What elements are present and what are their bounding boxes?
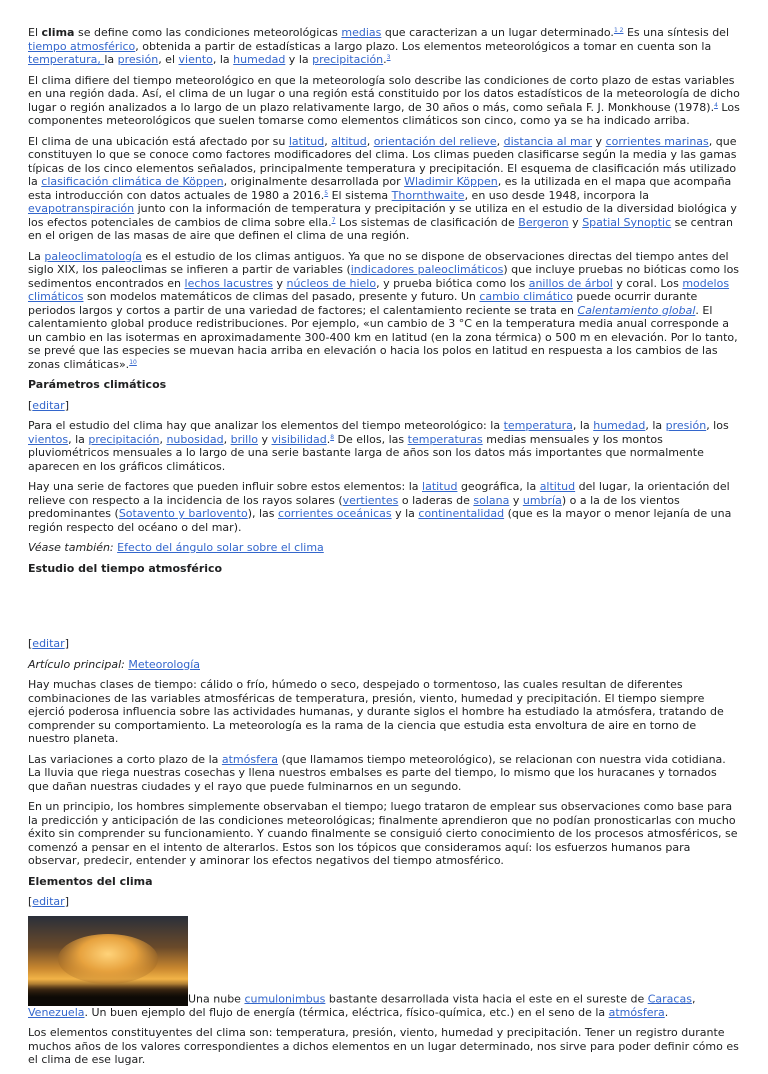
link-brillo[interactable]: brillo (230, 432, 258, 446)
text: . (326, 432, 331, 446)
tiempo-paragraph-1: Hay muchas clases de tiempo: cálido o frío, húmedo o seco, despejado o tormentoso, las cuales resultan de diferentes combinaciones de las variables atmosféricas de temperatura, presión, viento, humedad y precipitación. El tiempo siempre ejerció poderosa influencia sobre las actividades humanas, y durante siglos el hombre ha estudiado la atmósfera, tratando de comprender su comportamiento. La meteorología es la rama de la ciencia que estudia esta envoltura de aire en torno de nuestro planeta. (28, 678, 724, 745)
text: y la (391, 507, 419, 520)
link-humedad[interactable]: humedad (233, 53, 286, 66)
ref-4[interactable]: 4 (714, 101, 718, 109)
text: , (223, 432, 231, 446)
text: . (383, 53, 387, 66)
link-meteorologia[interactable]: Meteorología (128, 657, 200, 671)
link-visibilidad[interactable]: visibilidad (271, 432, 327, 446)
caption-text: . (664, 1005, 669, 1019)
text: la (104, 53, 118, 66)
text: El clima de una ubicación está afectado por su (28, 134, 289, 148)
link-vertientes[interactable]: vertientes (342, 493, 399, 507)
text: Los componentes meteorológicos que suelen tomarse como elementos climáticos son cinco, como ya se ha indicado arriba. (28, 100, 740, 127)
text: , el (158, 53, 179, 66)
text: son modelos matemáticos de climas del pasado, presente y futuro. Un (83, 290, 480, 303)
text: , originalmente desarrollada por (223, 175, 405, 188)
text: , (324, 134, 332, 148)
link-modelos-climaticos[interactable]: modelos climáticos (28, 276, 730, 303)
link-clasificacion-koppen[interactable]: clasificación climática de Köppen (41, 175, 224, 188)
text: y (272, 276, 287, 290)
text: . El calentamiento global produce redistribuciones. Por ejemplo, «un cambio de 3 °C en la temperatura media anual corresponde a un cambio en las isotermas en aproximadamente 300-400 km en latitud (en la zona térmica) o 500 m en elevación. Por lo tanto, se prevé que las especies se muevan hacia arriba en elevación o hacia los polos en latitud en respuesta a los cambios de las zonas climáticas». (28, 303, 738, 371)
caption-text: . Un buen ejemplo del flujo de energía (térmica, eléctrica, físico-química, etc.) en el seno de la (84, 1005, 609, 1019)
link-vientos[interactable]: vientos (28, 432, 69, 446)
text: , (691, 992, 696, 1005)
text: , que constituyen lo que se conoce como factores modificadores del clima. Los climas pueden clasificarse según la media y las gamas típicas de los cinco elementos señalados, principalmente temperatura y precipitación. El esquema de clasificación más utilizado la (28, 134, 737, 188)
link-presion-2[interactable]: presión (665, 419, 707, 432)
ref-5[interactable]: 5 (324, 189, 329, 197)
text: puede ocurrir durante periodos largos y cortos a partir de una variedad de factores; el calentamiento reciente se trata en (28, 290, 698, 317)
text: del lugar, la orientación del relieve con respecto a la incidencia de los rayos solares ( (28, 480, 730, 507)
text: , la (645, 419, 666, 432)
edit-section-parametros: [editar] (28, 398, 69, 412)
text: es el estudio de los climas antiguos. Ya que no se dispone de observaciones directas del tiempo antes del siglo XIX, los paleoclimas se infieren a partir de variables ( (28, 249, 729, 276)
intro-paragraph-4 (28, 250, 740, 372)
tiempo-paragraph-2 (28, 753, 740, 794)
text: Hay una serie de factores que pueden influir sobre estos elementos: la (28, 480, 423, 493)
link-altitud-2[interactable]: altitud (539, 480, 576, 493)
link-calentamiento-global[interactable]: Calentamiento global (577, 303, 696, 317)
link-wladimir-koppen[interactable]: Wladimir Köppen (404, 175, 498, 188)
text: ) que incluye pruebas no bióticas como los sedimentos encontrados en (28, 263, 740, 290)
edit-link[interactable]: editar (32, 895, 65, 908)
link-atmosfera[interactable]: atmósfera (221, 752, 279, 766)
text: (que llamamos tiempo meteorológico), se relacionan con nuestra vida cotidiana. La lluvia que riega nuestras cosechas y llena nuestros embalses es parte del tiempo, lo mismo que los huracanes y tornados que dañan nuestras ciudades y el rayo que puede fulminarnos en un segundo. (28, 752, 726, 793)
text: , obtenida a partir de estadísticas a largo plazo. Los elementos meteorológicos a tomar en cuenta son la (135, 39, 712, 53)
ref-7[interactable]: 7 (331, 216, 336, 224)
text: , en uso desde 1948, incorpora la (464, 188, 650, 202)
link-viento[interactable]: viento (178, 53, 213, 66)
cloud-shape (58, 934, 158, 984)
text: Las variaciones a corto plazo de la (28, 752, 222, 766)
text: y (568, 215, 583, 229)
text: y (258, 432, 272, 446)
text: , la (212, 53, 234, 66)
figure-cumulonimbus (28, 916, 740, 1020)
link-precipitacion-2[interactable]: precipitación (88, 432, 160, 446)
intro-paragraph-1 (28, 26, 740, 67)
link-caracas[interactable]: Caracas (647, 992, 692, 1005)
text: , es la utilizada en el mapa que acompaña esta introducción con datos actuales de 1980 a 2016. (28, 175, 732, 202)
text: se centran en el origen de las masas de aire que definen el clima de una región. (28, 215, 733, 242)
edit-link[interactable]: editar (32, 398, 65, 412)
text: y coral. Los (612, 276, 683, 290)
see-also-label: Véase también: (28, 541, 114, 554)
parametros-paragraph-1 (28, 419, 740, 473)
link-humedad-2[interactable]: humedad (593, 419, 646, 432)
main-article (28, 658, 740, 672)
link-venezuela[interactable]: Venezuela (28, 1005, 85, 1019)
text: , (159, 432, 167, 446)
text: y la (285, 53, 313, 66)
ref-1-2[interactable]: 1 2 (613, 27, 624, 34)
link-corrientes-oceanicas[interactable]: corrientes oceánicas (278, 507, 392, 520)
caption-text: Una nube (188, 992, 245, 1005)
text: El clima difiere del tiempo meteorológico en que la meteorología solo describe las condiciones de corto plazo de estas variables en una región dada. Así, el clima de un lugar o una región está constituido por los datos estadísticos de la meteorología de dicho lugar o región analizados a lo largo de un plazo relativamente largo, de 30 años o más, como señala F. J. Monkhouse (1978). (28, 73, 740, 114)
edit-link[interactable]: editar (32, 637, 65, 650)
heading-parametros: Parámetros climáticos (28, 378, 167, 391)
link-efecto-angulo-solar[interactable]: Efecto del ángulo solar sobre el clima (117, 541, 324, 554)
elementos-paragraph-1: Los elementos constituyentes del clima son: temperatura, presión, viento, humedad y precipitación. Tener un registro durante muchos años de los valores correspondientes a dichos elementos en un lugar determinado, nos sirve para poder definir cómo es el clima de ese lugar. (28, 1026, 739, 1066)
heading-estudio-tiempo: Estudio del tiempo atmosférico (28, 561, 223, 575)
article-body (28, 26, 740, 1074)
link-latitud[interactable]: latitud (288, 134, 325, 148)
text: y (592, 134, 606, 148)
caption-text: bastante desarrollada vista hacia el este en el sureste de (325, 992, 648, 1005)
link-cumulonimbus[interactable]: cumulonimbus (244, 992, 326, 1005)
text: ), las (247, 507, 279, 520)
text: se define como las condiciones meteorológicas (74, 26, 342, 39)
link-presion[interactable]: presión (117, 53, 159, 66)
text: , la (572, 419, 594, 432)
text: De ellos, las (334, 432, 408, 446)
text: , (366, 134, 374, 148)
link-nucleos-hielo[interactable]: núcleos de hielo (286, 276, 377, 290)
link-temperaturas[interactable]: temperaturas (407, 432, 483, 446)
link-orientacion-relieve[interactable]: orientación del relieve (373, 134, 497, 148)
link-anillos-arbol[interactable]: anillos de árbol (528, 276, 613, 290)
text: , la (68, 432, 89, 446)
link-lechos-lacustres[interactable]: lechos lacustres (184, 276, 273, 290)
link-medias[interactable]: medias (341, 26, 382, 39)
cumulonimbus-photo[interactable] (28, 916, 188, 1006)
text: Para el estudio del clima hay que analizar los elementos del tiempo meteorológico: la (28, 419, 504, 432)
text: ) o a la de los vientos predominantes ( (28, 493, 680, 520)
link-temperatura-2[interactable]: temperatura (503, 419, 573, 432)
empty-space (28, 582, 740, 637)
ref-3[interactable]: 3 (386, 54, 391, 61)
text: y (509, 493, 523, 507)
text: El sistema (328, 188, 392, 202)
link-altitud[interactable]: altitud (331, 134, 367, 148)
see-also (28, 541, 740, 555)
link-bergeron[interactable]: Bergeron (518, 215, 569, 229)
ref-8[interactable]: 8 (330, 433, 335, 441)
link-sotavento-barlovento[interactable]: Sotavento y barlovento (118, 507, 248, 520)
ref-10[interactable]: 10 (129, 358, 137, 366)
link-temperatura[interactable]: temperatura, (28, 53, 105, 66)
link-atmosfera-2[interactable]: atmósfera (608, 1005, 665, 1019)
link-paleoclimatologia[interactable]: paleoclimatología (44, 249, 142, 263)
text: , y prueba biótica como los (376, 276, 529, 290)
link-indicadores-paleoclimaticos[interactable]: indicadores paleoclimáticos (350, 263, 504, 276)
link-tiempo-atmosferico[interactable]: tiempo atmosférico (28, 39, 136, 53)
tree-silhouette (28, 984, 188, 1006)
intro-paragraph-2 (28, 74, 740, 128)
intro-paragraph-3 (28, 135, 740, 243)
term-clima: clima (41, 26, 75, 39)
text: Los sistemas de clasificación de (335, 215, 519, 229)
text: que caracterizan a un lugar determinado. (381, 26, 614, 39)
link-umbria[interactable]: umbría (522, 493, 562, 507)
text: medias mensuales y los montos pluviométricos mensuales a lo largo de una serie bastante larga de años son los datos más importantes que normalmente aparecen en los gráficos climáticos. (28, 432, 704, 473)
text: junto con la información de temperatura y precipitación y se utiliza en el estudio de la diversidad biológica y los efectos potenciales de cambios de clima sobre ella. (28, 202, 737, 229)
parametros-paragraph-2 (28, 480, 740, 534)
text: , los (706, 419, 729, 432)
link-evapotranspiracion[interactable]: evapotranspiración (28, 202, 135, 215)
text: La (28, 249, 45, 263)
link-cambio-climatico[interactable]: cambio climático (479, 290, 573, 303)
link-corrientes-marinas[interactable]: corrientes marinas (605, 134, 709, 148)
link-spatial-synoptic[interactable]: Spatial Synoptic (582, 215, 672, 229)
text: El (28, 26, 42, 39)
link-distancia-mar[interactable]: distancia al mar (503, 134, 593, 148)
text: o laderas de (398, 493, 474, 507)
link-continentalidad[interactable]: continentalidad (418, 507, 505, 520)
heading-elementos: Elementos del clima (28, 874, 153, 888)
text: geográfica, la (457, 480, 540, 493)
main-article-label: Artículo principal: (28, 657, 125, 671)
edit-section-tiempo: [editar] (28, 637, 69, 650)
text: , (496, 134, 504, 148)
link-precipitacion[interactable]: precipitación (312, 53, 384, 66)
link-solana[interactable]: solana (473, 493, 510, 507)
edit-section-elementos: [editar] (28, 895, 69, 908)
link-thornthwaite[interactable]: Thornthwaite (391, 188, 465, 202)
tiempo-paragraph-3: En un principio, los hombres simplemente observaban el tiempo; luego trataron de emplear sus observaciones como base para la predicción y anticipación de las condiciones meteorológicas; finalmente aprendieron que no podían pronosticarlas con mucho éxito sin comprender su funcionamiento. Y cuando finalmente se consiguió cierto conocimiento de los procesos atmosféricos, se comenzó a pensar en el intento de alterarlos. Estos son los tópicos que consideramos aquí: los esfuerzos humanos para observar, predecir, entender y aminorar los efectos negativos del tiempo atmosférico. (28, 800, 738, 867)
text: Es una síntesis del (623, 26, 729, 39)
text: (que es la mayor o menor lejanía de una región respecto del océano o del mar). (28, 507, 732, 534)
link-nubosidad[interactable]: nubosidad (166, 432, 224, 446)
link-latitud-2[interactable]: latitud (422, 480, 458, 493)
